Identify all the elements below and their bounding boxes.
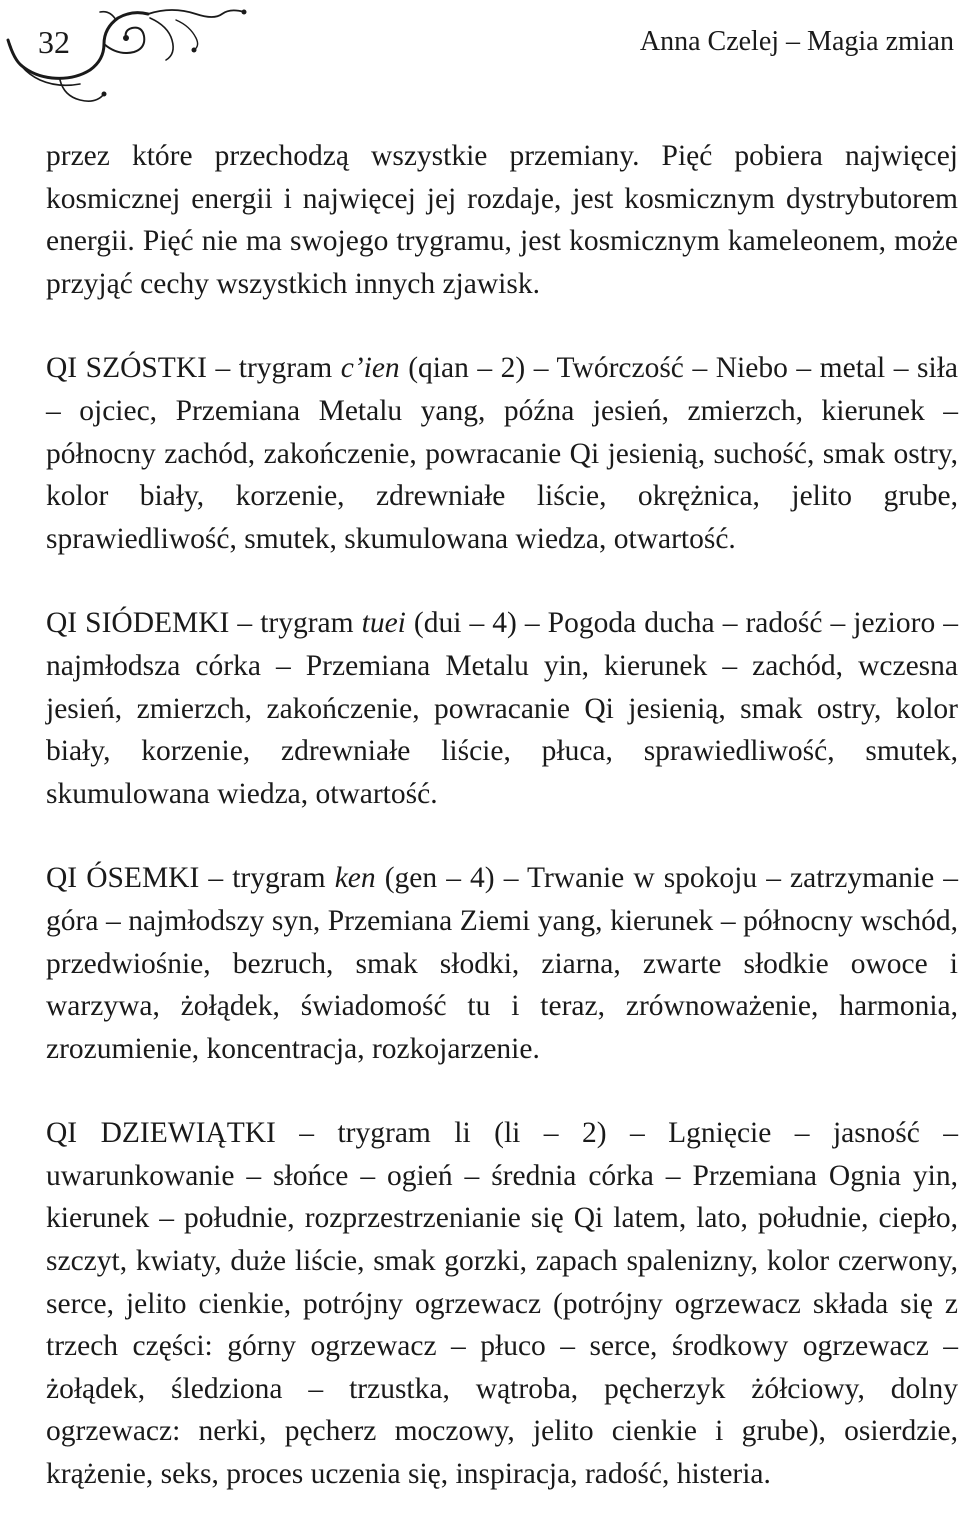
page-number: 32 xyxy=(38,24,70,60)
paragraph-intro: przez które przechodzą wszystkie przemiany. Pięć pobiera najwięcej kosmicznej energii i najwięcej jej rozdaje, jest kosmicznym dystrybutorem energii. Pięć nie ma swojego trygramu, jest kosmicznym kameleonem, może przyjąć cechy wszystkich innych zjawisk. xyxy=(46,140,958,300)
page-body xyxy=(46,135,958,1538)
paragraph-rest: (qian – 2) – Twórczość – Niebo – metal – siła – ojciec, Przemiana Metalu yang, późna jesień, zmierzch, kierunek – północny zachód, zakończenie, powracanie Qi jesienią, suchość, smak ostry, kolor biały, korzenie, zdrewniałe liście, okrężnica, jelito grube, sprawiedliwość, smutek, skumulowana wiedza, otwartość. xyxy=(46,352,958,555)
running-head: Anna Czelej – Magia zmian xyxy=(639,26,954,57)
paragraph-lead: QI SIÓDEMKI – trygram xyxy=(46,607,362,640)
paragraph-lead: QI SZÓSTKI – trygram xyxy=(46,352,341,385)
paragraph-qi-szostki xyxy=(46,347,958,560)
trigram-term: tuei xyxy=(361,607,406,640)
paragraph-qi-osemki xyxy=(46,857,958,1070)
paragraph-qi-siodemki xyxy=(46,602,958,815)
paragraph-lead: QI ÓSEMKI – trygram xyxy=(46,862,335,895)
paragraph-qi-dziewiatki: QI DZIEWIĄTKI – trygram li (li – 2) – Lgnięcie – jasność – uwarunkowanie – słońce – ogień – średnia córka – Przemiana Ognia yin, kierunek – południe, rozprzestrzenianie się Qi latem, lato, południe, ciepło, szczyt, kwiaty, duże liście, smak gorzki, zapach spalenizny, kolor czerwony, serce, jelito cienkie, potrójny ogrzewacz (potrójny ogrzewacz składa się z trzech części: górny ogrzewacz – płuco – serce, środkowy ogrzewacz – żołądek, śledziona – trzustka, wątroba, pęcherzyk żółciowy, dolny ogrzewacz: nerki, pęcherz moczowy, jelito cienkie i grube), osierdzie, krążenie, seks, proces uczenia się, inspiracja, radość, histeria. xyxy=(46,1117,958,1491)
page-header xyxy=(0,0,960,110)
trigram-term: ken xyxy=(334,862,376,895)
trigram-term: c’ien xyxy=(340,352,400,385)
paragraph-rest: (gen – 4) – Trwanie w spokoju – zatrzymanie – góra – najmłodszy syn, Przemiana Ziemi yang, kierunek – północny wschód, przedwiośnie, bezruch, smak słodki, ziarna, zwarte słodkie owoce i warzywa, żołądek, świadomość tu i teraz, zrównoważenie, harmonia, zrozumienie, koncentracja, rozkojarzenie. xyxy=(46,862,959,1065)
paragraph-rest: (dui – 4) – Pogoda ducha – radość – jezioro – najmłodsza córka – Przemiana Metalu yin, kierunek – zachód, wczesna jesień, zmierzch, zakończenie, powracanie Qi jesienią, smak ostry, kolor biały, korzenie, zdrewniałe liście, płuca, sprawiedliwość, smutek, skumulowana wiedza, otwartość. xyxy=(46,607,958,810)
